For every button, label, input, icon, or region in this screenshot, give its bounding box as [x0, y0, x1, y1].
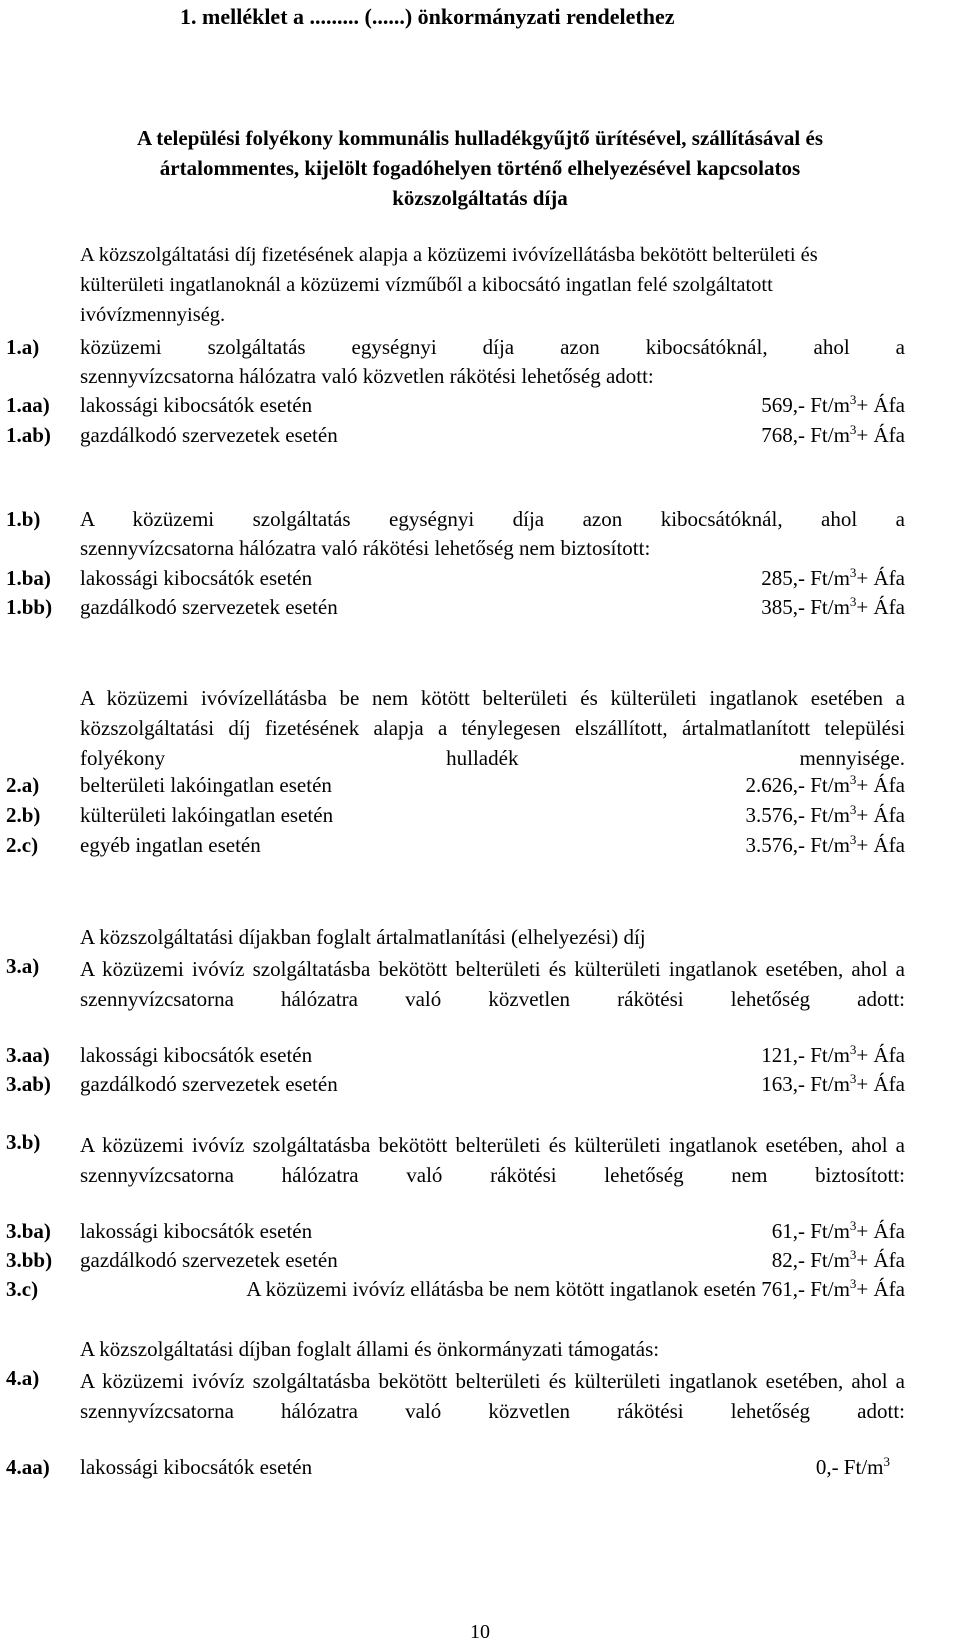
item-label-2a: 2.a) — [6, 773, 40, 797]
item-text-3bb: gazdálkodó szervezetek esetén — [80, 1248, 338, 1272]
section4-heading: A közszolgáltatási díjban foglalt állami és önkormányzati támogatás: — [80, 1337, 660, 1361]
item-text-3aa: lakossági kibocsátók esetén — [80, 1043, 313, 1067]
item-text-1aa: lakossági kibocsátók esetén — [80, 393, 313, 417]
item-label-1aa: 1.aa) — [6, 393, 50, 417]
section3-heading: A közszolgáltatási díjakban foglalt ártalmatlanítási (elhelyezési) díj — [80, 925, 646, 949]
item-label-3c: 3.c) — [6, 1277, 39, 1301]
page-number: 10 — [470, 1621, 490, 1643]
item-text-1bb: gazdálkodó szervezetek esetén — [80, 595, 338, 619]
item-label-3bb: 3.bb) — [6, 1248, 53, 1272]
item-text-4a: A közüzemi ivóvíz szolgáltatásba bekötött belterületi és külterületi ingatlanok esetében, ahol a szennyvízcsatorna hálózatra való közvetlen rákötési lehetőség adott: — [80, 1369, 905, 1423]
main-title-line1: A települési folyékony kommunális hulladékgyűjtő ürítésével, szállításával és — [136, 126, 824, 150]
item-text-3c: A közüzemi ivóvíz ellátásba be nem kötött ingatlanok esetén 761,- $Ft/m^3+$ Áfa — [246, 1276, 905, 1301]
item-text-3b: A közüzemi ivóvíz szolgáltatásba bekötött belterületi és külterületi ingatlanok esetében, ahol a szennyvízcsatorna hálózatra való rákötési lehetőség nem biztosított: — [80, 1133, 905, 1187]
main-title-line2: ártalommentes, kijelölt fogadóhelyen történő elhelyezésével kapcsolatos — [159, 156, 801, 180]
item-text-1b-line1: A közüzemi szolgáltatás egységnyi díja azon kibocsátóknál, ahol a — [80, 507, 905, 531]
price-3ab: 163,- $Ft/m^3+$ Áfa — [761, 1071, 905, 1096]
item-text-3a: A közüzemi ivóvíz szolgáltatásba bekötött belterületi és külterületi ingatlanok esetében, ahol a szennyvízcsatorna hálózatra való közvetlen rákötési lehetőség adott: — [80, 957, 905, 1011]
price-1aa: 569,- $Ft/m^3+$ Áfa — [761, 392, 905, 417]
item-text-1a-line2: szennyvízcsatorna hálózatra való közvetlen rákötési lehetőség adott: — [80, 364, 654, 388]
item-text-3ba: lakossági kibocsátók esetén — [80, 1219, 313, 1243]
item-label-1b: 1.b) — [6, 507, 41, 531]
item-text-1ba: lakossági kibocsátók esetén — [80, 566, 313, 590]
price-2c: 3.576,- $Ft/m^3+$ Áfa — [745, 832, 905, 857]
price-1ab: 768,- $Ft/m^3+$ Áfa — [761, 422, 905, 447]
item-label-3ab: 3.ab) — [6, 1072, 51, 1096]
item-text-2a: belterületi lakóingatlan esetén — [80, 773, 332, 797]
item-label-3aa: 3.aa) — [6, 1043, 50, 1067]
item-text-1ab: gazdálkodó szervezetek esetén — [80, 423, 338, 447]
item-text-4aa: lakossági kibocsátók esetén — [80, 1455, 313, 1479]
item-label-3b: 3.b) — [6, 1130, 41, 1154]
item-text-1b-line2: szennyvízcsatorna hálózatra való rákötési lehetőség nem biztosított: — [80, 536, 651, 560]
price-3bb: 82,- $Ft/m^3+$ Áfa — [771, 1247, 905, 1272]
item-label-1a: 1.a) — [6, 335, 40, 359]
price-2b: 3.576,- $Ft/m^3+$ Áfa — [745, 802, 905, 827]
item-label-4aa: 4.aa) — [6, 1455, 50, 1479]
item-label-1ab: 1.ab) — [6, 423, 51, 447]
price-1bb: 385,- $Ft/m^3+$ Áfa — [761, 594, 905, 619]
section1-intro: A közszolgáltatási díj fizetésének alapja a közüzemi ivóvízellátásba bekötött belterületi és külterületi ingatlanoknál a közüzemi vízműből a kibocsátó ingatlan felé szolgáltatott ivóvízmennyiség. — [80, 244, 818, 326]
item-label-4a: 4.a) — [6, 1366, 40, 1390]
item-text-2b: külterületi lakóingatlan esetén — [80, 803, 334, 827]
item-label-2c: 2.c) — [6, 833, 39, 857]
document-header: 1. melléklet a ......... (......) önkormányzati rendelethez — [180, 4, 675, 29]
item-label-3a: 3.a) — [6, 954, 40, 978]
item-label-1bb: 1.bb) — [6, 595, 53, 619]
price-3aa: 121,- $Ft/m^3+$ Áfa — [761, 1042, 905, 1067]
item-text-2c: egyéb ingatlan esetén — [80, 833, 261, 857]
item-text-3ab: gazdálkodó szervezetek esetén — [80, 1072, 338, 1096]
price-1ba: 285,- $Ft/m^3+$ Áfa — [761, 565, 905, 590]
price-2a: 2.626,- $Ft/m^3+$ Áfa — [745, 772, 905, 797]
price-3ba: 61,- $Ft/m^3+$ Áfa — [771, 1218, 905, 1243]
price-4aa: 0,- $Ft/m^3$ — [815, 1454, 890, 1479]
item-label-2b: 2.b) — [6, 803, 41, 827]
section2-intro: A közüzemi ivóvízellátásba be nem kötött belterületi és külterületi ingatlanok esetében a közszolgáltatási díj fizetésének alapja a ténylegesen elszállított, ártalmatlanított települési folyékony hulladék mennyisége. — [80, 686, 905, 770]
main-title-line3: közszolgáltatás díja — [392, 186, 568, 210]
item-label-3ba: 3.ba) — [6, 1219, 51, 1243]
item-text-1a-line1: közüzemi szolgáltatás egységnyi díja azon kibocsátóknál, ahol a — [80, 335, 905, 359]
item-label-1ba: 1.ba) — [6, 566, 51, 590]
